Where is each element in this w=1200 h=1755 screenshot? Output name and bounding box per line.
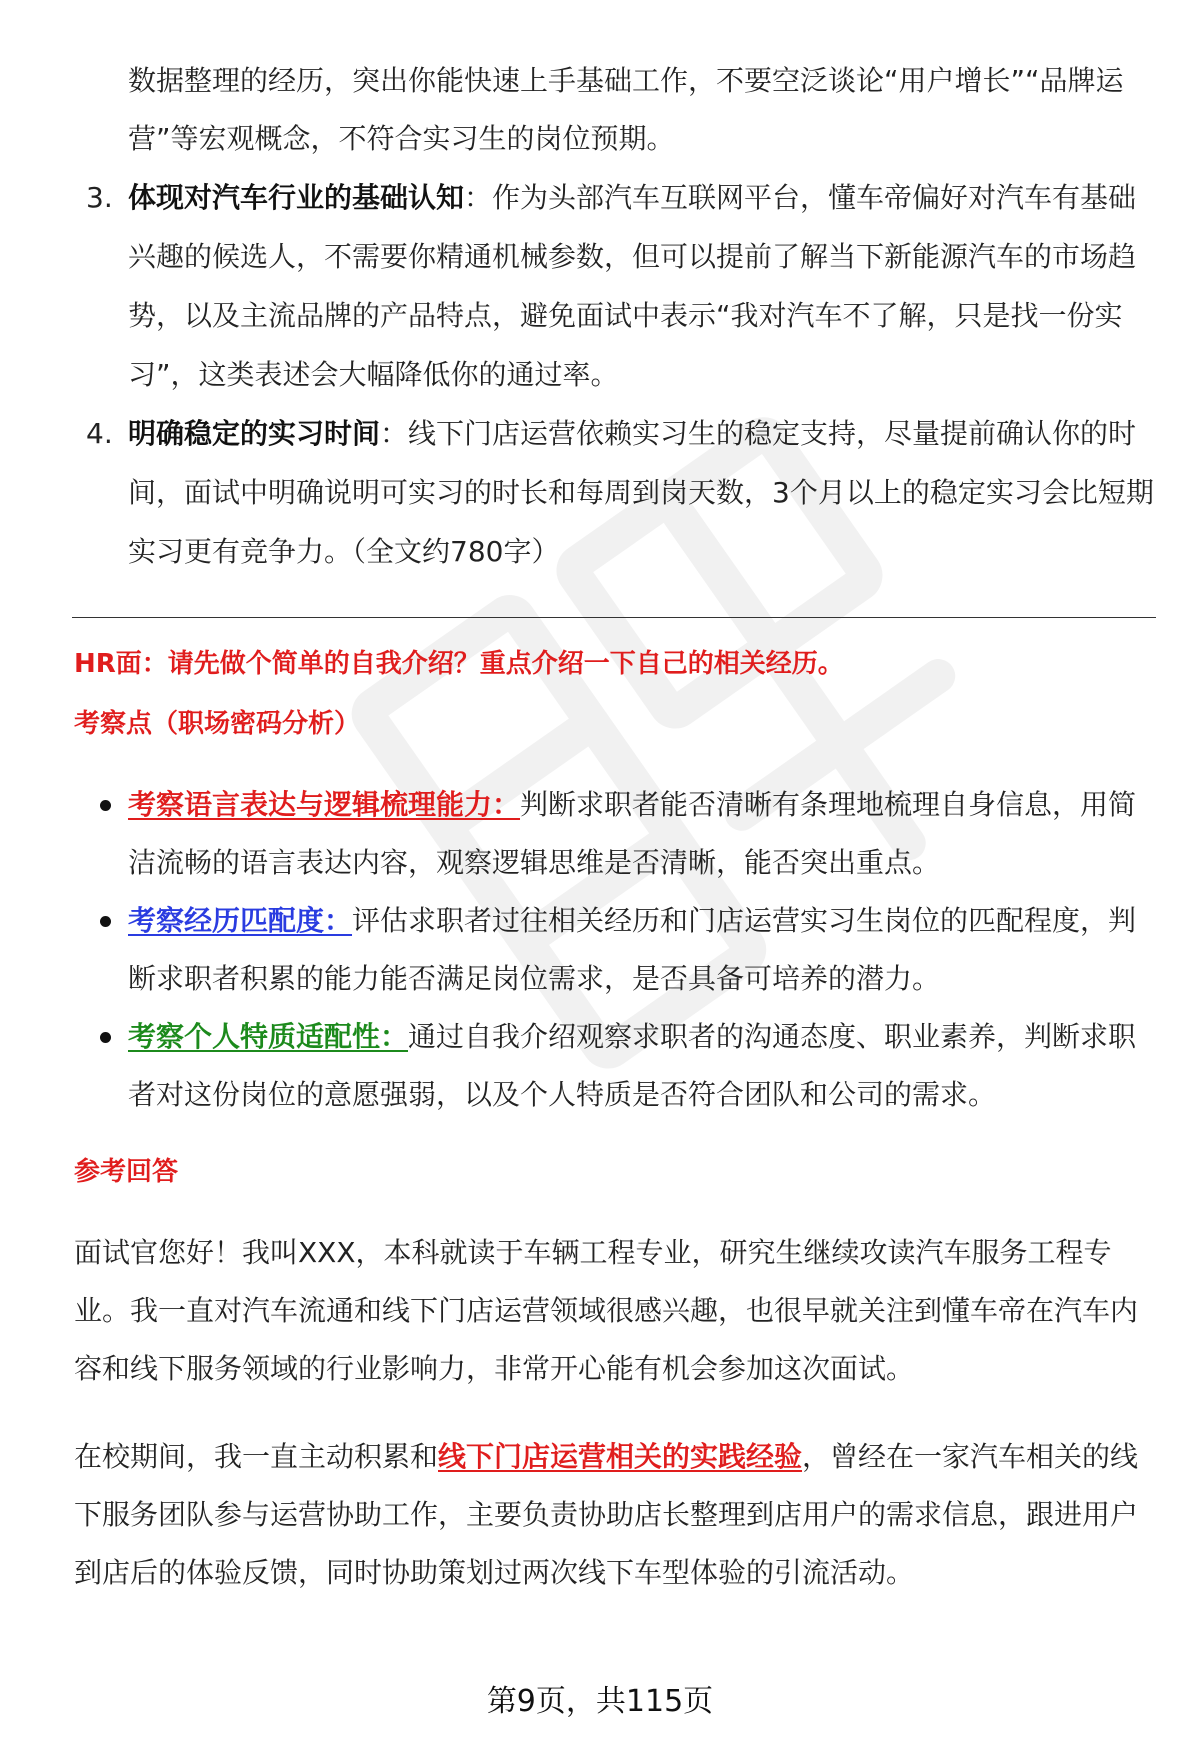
- item-number: 4.: [86, 417, 113, 450]
- item-number: 3.: [86, 181, 113, 214]
- numbered-list: [74, 168, 1154, 581]
- document-body: [74, 52, 1154, 1602]
- key-points-list: [74, 776, 1154, 1124]
- key-point-item: [74, 892, 1154, 1008]
- intro-continuation: 数据整理的经历，突出你能快速上手基础工作，不要空泛谈论“用户增长”“品牌运营”等宏观概念，不符合实习生的岗位预期。: [128, 64, 1124, 155]
- answer-text: 在校期间，我一直主动积累和: [74, 1440, 439, 1473]
- item-title: 体现对汽车行业的基础认知: [128, 181, 465, 214]
- key-point-label: 考察个人特质适配性：: [128, 1020, 409, 1053]
- key-point-text: 通过自我介绍观察求职者的沟通态度、职业素养，判断求职者对这份岗位的意愿强弱，以及个人特质是否符合团队和公司的需求。: [128, 1020, 1137, 1111]
- list-item: [74, 404, 1154, 581]
- item-text: ：作为头部汽车互联网平台，懂车帝偏好对汽车有基础兴趣的候选人，不需要你精通机械参数，但可以提前了解当下新能源汽车的市场趋势，以及主流品牌的产品特点，避免面试中表示“我对汽车不了解，只是找一份实习”，这类表述会大幅降低你的通过率。: [128, 181, 1137, 391]
- answer-paragraph: 面试官您好！我叫XXX，本科就读于车辆工程专业，研究生继续攻读汽车服务工程专业。我一直对汽车流通和线下门店运营领域很感兴趣，也很早就关注到懂车帝在汽车内容和线下服务领域的行业影响力，非常开心能有机会参加这次面试。: [74, 1236, 1139, 1385]
- page-footer: 第9页，共115页: [486, 1684, 714, 1719]
- bullet-dot-icon: [100, 800, 111, 811]
- key-point-item: [74, 1008, 1154, 1124]
- reference-heading: 参考回答: [74, 1157, 179, 1187]
- answer-text: ，曾经在一家汽车相关的线下服务团队参与运营协助工作，主要负责协助店长整理到店用户的需求信息，跟进用户到店后的体验反馈，同时协助策划过两次线下车型体验的引流活动。: [74, 1440, 1139, 1589]
- key-point-label: 考察经历匹配度：: [128, 904, 353, 937]
- key-point-text: 判断求职者能否清晰有条理地梳理自身信息，用简洁流畅的语言表达内容，观察逻辑思维是否清晰，能否突出重点。: [128, 788, 1137, 879]
- answer-highlight: 线下门店运营相关的实践经验: [438, 1440, 803, 1473]
- section-divider: [72, 617, 1156, 618]
- key-point-text: 评估求职者过往相关经历和门店运营实习生岗位的匹配程度，判断求职者积累的能力能否满足岗位需求，是否具备可培养的潜力。: [128, 904, 1137, 995]
- bullet-dot-icon: [100, 1032, 111, 1043]
- bullet-dot-icon: [100, 916, 111, 927]
- answer-paragraph: [74, 1428, 1154, 1602]
- key-point-label: 考察语言表达与逻辑梳理能力：: [128, 788, 521, 821]
- interview-question: HR面：请先做个简单的自我介绍？重点介绍一下自己的相关经历。: [74, 649, 844, 679]
- item-title: 明确稳定的实习时间: [128, 417, 381, 450]
- key-points-heading: 考察点（职场密码分析）: [74, 709, 361, 739]
- item-text: ：线下门店运营依赖实习生的稳定支持，尽量提前确认你的时间，面试中明确说明可实习的时长和每周到岗天数，3个月以上的稳定实习会比短期实习更有竞争力。（全文约780字）: [128, 417, 1154, 568]
- list-item: [74, 168, 1154, 404]
- key-point-item: [74, 776, 1154, 892]
